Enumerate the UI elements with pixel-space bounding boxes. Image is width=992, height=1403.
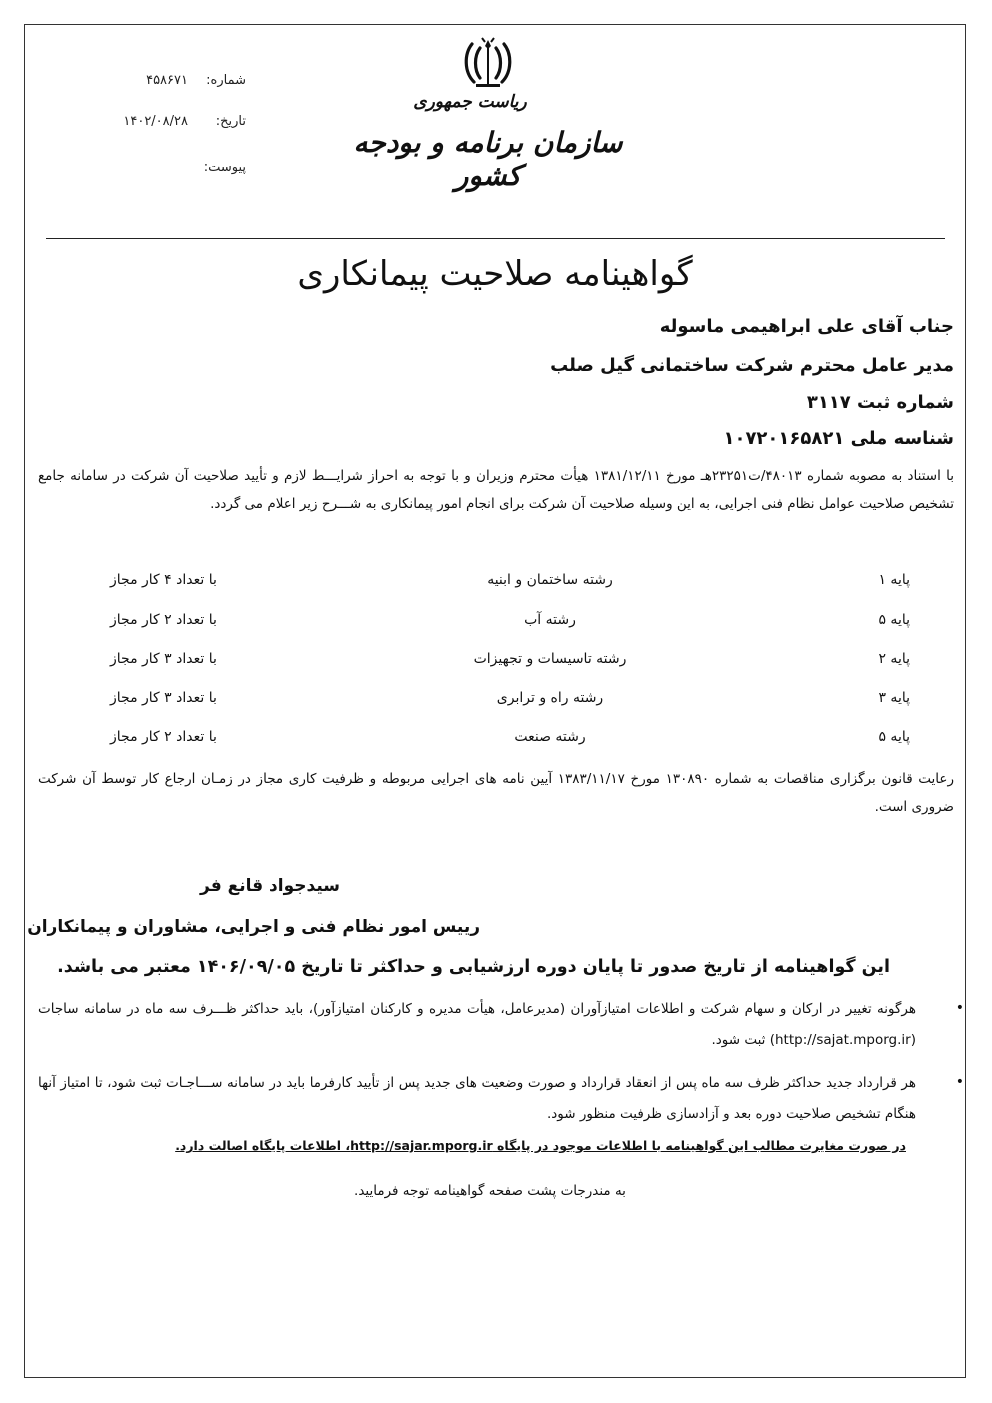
- authenticity-warning: در صورت مغایرت مطالب این گواهینامه با اطلاعات موجود در پایگاه http://sajar.mporg.ir، اطلاعات پایگاه اصالت دارد.: [175, 1138, 906, 1153]
- qualification-field: رشته تاسیسات و تجهیزات: [473, 651, 627, 667]
- qualification-count: با تعداد ۲ کار مجاز: [110, 612, 217, 628]
- note-item: هر قرارداد جدید حداکثر ظرف سه ماه پس از انعقاد قرارداد و صورت وضعیت های جدید پس از تأیید کارفرما باید در سامانه ســـاجـات ثبت شود، تا امتیاز آنها هنگام تشخیص صلاحیت دوره بعد و آزادسازی ظرفیت منظور شود.: [38, 1075, 916, 1122]
- presidency-label: ریاست جمهوری: [413, 92, 527, 112]
- qualification-count: با تعداد ۲ کار مجاز: [110, 729, 217, 745]
- signer-name: سیدجواد قانع فر: [200, 876, 340, 896]
- addressee-name: جناب آقای علی ابراهیمی ماسوله: [659, 316, 954, 337]
- qualification-row: [100, 572, 910, 600]
- qualification-grade: پایه ۱: [878, 572, 910, 588]
- qualification-count: با تعداد ۳ کار مجاز: [110, 651, 217, 667]
- letter-number-value: ۴۵۸۶۷۱: [146, 73, 188, 88]
- qualification-row: [100, 651, 910, 679]
- qualification-row: [100, 690, 910, 718]
- addressee-position: مدیر عامل محترم شرکت ساختمانی گیل صلب: [550, 355, 954, 376]
- qualification-grade: پایه ۵: [878, 612, 910, 628]
- intro-paragraph: با استناد به مصوبه شماره ۴۸۰۱۳/ت۲۳۲۵۱هـ مورخ ۱۳۸۱/۱۲/۱۱ هیأت محترم وزیران و با توجه به احراز شرایـــط لازم و تأیید صلاحیت آن شرکت در سامانه جامع تشخیص صلاحیت عوامل نظام فنی اجرایی، به این وسیله صلاحیت آن شرکت برای انجام امور پیمانکاری به شـــرح زیر اعلام می گردد.: [38, 468, 954, 512]
- signer-role: رییس امور نظام فنی و اجرایی، مشاوران و پیمانکاران: [27, 917, 480, 937]
- bullet-icon: •: [955, 1074, 964, 1090]
- letter-date-label: تاریخ:: [215, 114, 246, 129]
- national-id: شناسه ملی ۱۰۷۲۰۱۶۵۸۲۱: [723, 428, 954, 449]
- iran-emblem-icon: [458, 34, 518, 94]
- letter-number-label: شماره:: [206, 73, 246, 88]
- attachment-label: پیوست:: [203, 160, 246, 175]
- organization-name: سازمان برنامه و بودجه کشور: [353, 126, 623, 192]
- letter-date-value: ۱۴۰۲/۰۸/۲۸: [123, 114, 188, 129]
- qualification-count: با تعداد ۴ کار مجاز: [110, 572, 217, 588]
- letter-date: [100, 114, 250, 136]
- bullet-icon: •: [955, 1000, 964, 1016]
- rules-paragraph: رعایت قانون برگزاری مناقصات به شماره ۱۳۰۸۹۰ مورخ ۱۳۸۳/۱۱/۱۷ آیین نامه های اجرایی مربوطه و ظرفیت کاری مجاز در زمـان ارجاع کار توسط آن شرکت ضروری است.: [38, 771, 954, 815]
- qualification-grade: پایه ۳: [878, 690, 910, 706]
- qualification-field: رشته ساختمان و ابنیه: [487, 572, 613, 588]
- backside-note: به مندرجات پشت صفحه گواهینامه توجه فرمایید.: [354, 1183, 626, 1199]
- qualification-count: با تعداد ۳ کار مجاز: [110, 690, 217, 706]
- qualification-grade: پایه ۲: [878, 651, 910, 667]
- header-divider: [46, 238, 945, 239]
- registration-number: شماره ثبت ۳۱۱۷: [806, 392, 954, 413]
- validity-statement: این گواهینامه از تاریخ صدور تا پایان دوره ارزشیابی و حداکثر تا تاریخ ۱۴۰۶/۰۹/۰۵ معتبر می باشد.: [57, 957, 890, 977]
- qualification-field: رشته راه و ترابری: [496, 690, 604, 706]
- attachment: [100, 160, 250, 182]
- qualification-field: رشته صنعت: [514, 729, 586, 745]
- document-title: گواهینامه صلاحیت پیمانکاری: [297, 254, 693, 294]
- qualification-grade: پایه ۵: [878, 729, 910, 745]
- letter-number: [100, 73, 250, 95]
- qualification-row: [100, 729, 910, 757]
- note-item: هرگونه تغییر در ارکان و سهام شرکت و اطلاعات امتیازآوران (مدیرعامل، هیأت مدیره و کارکنان امتیازآور)، باید حداکثر ظـــرف سه ماه در سامانه ساجات (http://sajat.mporg.ir) ثبت شود.: [38, 1001, 916, 1048]
- qualification-field: رشته آب: [524, 612, 576, 628]
- qualification-row: [100, 612, 910, 640]
